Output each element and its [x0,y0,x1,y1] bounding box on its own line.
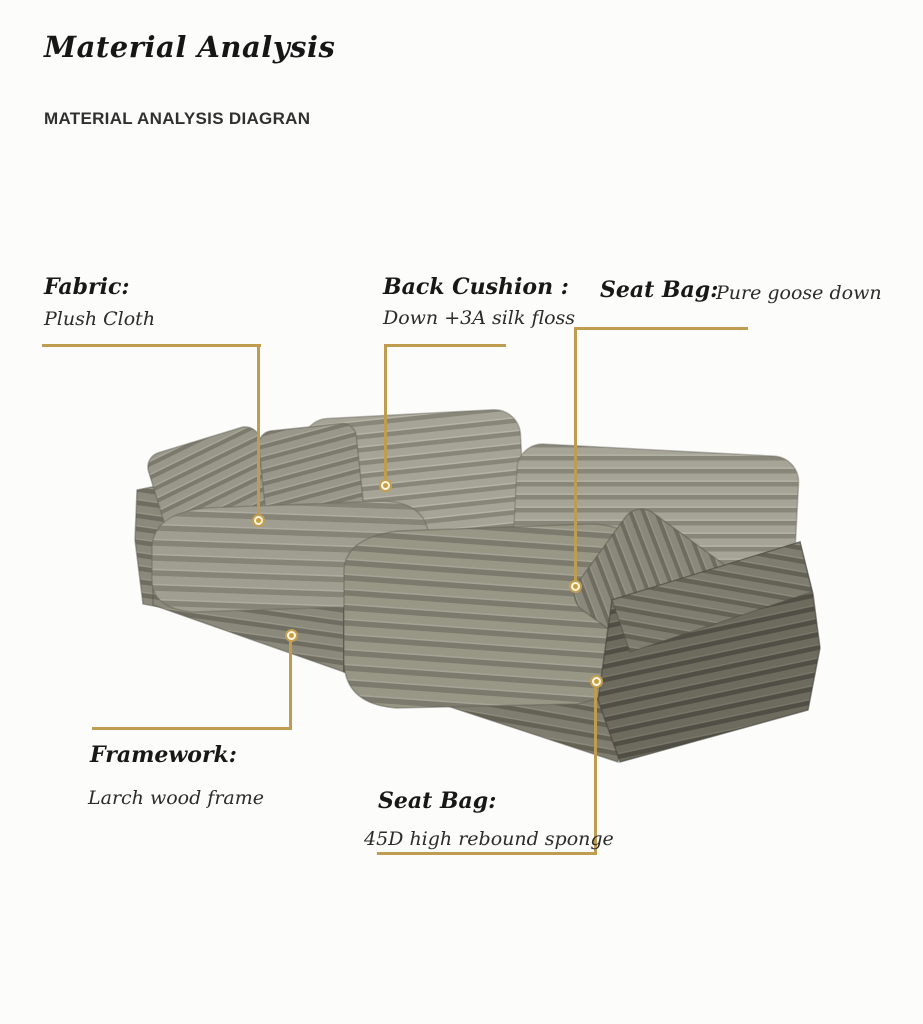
leader-line [92,727,292,730]
callout-framework-value: Larch wood frame [88,787,264,809]
leader-line [257,344,260,521]
leader-line [42,344,261,347]
callout-framework-label: Framework: [90,742,237,768]
callout-marker [590,675,603,688]
page-title: Material Analysis [44,30,336,64]
callout-fabric-label: Fabric: [44,274,130,300]
leader-line [377,852,597,855]
callout-seat-bag-bottom-label: Seat Bag: [378,788,497,814]
callout-marker [252,514,265,527]
callout-fabric-value: Plush Cloth [44,308,156,330]
callout-seat-bag-top-label: Seat Bag: [600,277,719,303]
leader-line [289,640,292,730]
callout-seat-bag-top-value: Pure goose down [716,282,882,304]
callout-back-cushion-value: Down +3A silk floss [383,307,576,329]
callout-marker [379,479,392,492]
callout-marker [569,580,582,593]
callout-seat-bag-bottom-value: 45D high rebound sponge [364,828,614,850]
sofa-illustration [110,390,840,840]
leader-line [574,327,577,587]
page-subtitle: MATERIAL ANALYSIS DIAGRAN [44,109,311,128]
callout-marker [285,629,298,642]
leader-line [384,344,506,347]
leader-line [384,344,387,486]
callout-back-cushion-label: Back Cushion : [383,274,569,300]
leader-line [574,327,748,330]
